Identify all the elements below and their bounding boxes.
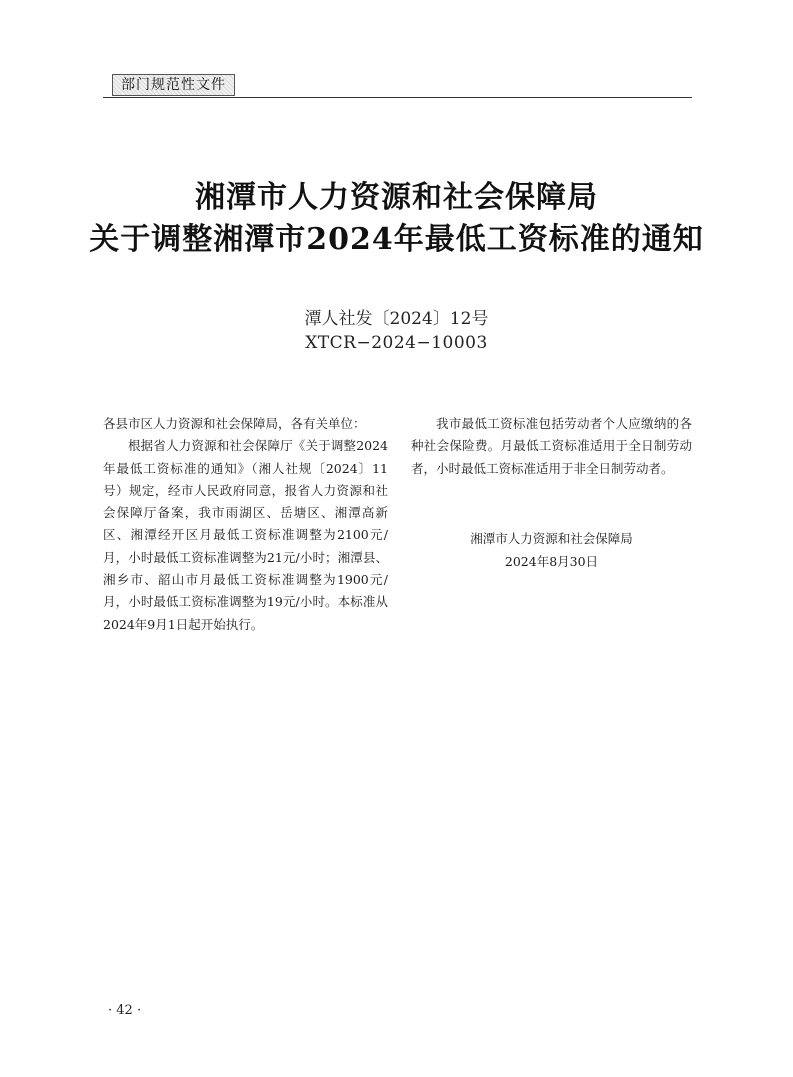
salutation: 各县市区人力资源和社会保障局，各有关单位： — [103, 416, 366, 431]
header-divider — [103, 97, 692, 98]
document-number: 潭人社发〔2024〕12号 — [304, 309, 489, 329]
page-number: · 42 · — [108, 1003, 142, 1018]
document-title-line-1: 湘潭市人力资源和社会保障局 — [195, 180, 598, 215]
body-paragraph-2: 我市最低工资标准包括劳动者个人应缴纳的各种社会保险费。月最低工资标准适用于全日制劳动者，小时最低工资标准适用于非全日制劳动者。 — [411, 416, 692, 476]
body-right-column — [411, 413, 692, 480]
body-left-column — [103, 413, 388, 636]
signature-organization: 湘潭市人力资源和社会保障局 — [470, 531, 633, 546]
document-code: XTCR−2024−10003 — [305, 333, 488, 353]
section-tag: 部门规范性文件 — [112, 74, 235, 96]
document-title-line-2: 关于调整湘潭市2024年最低工资标准的通知 — [89, 222, 704, 257]
body-paragraph-1: 根据省人力资源和社会保障厅《关于调整2024年最低工资标准的通知》（湘人社规〔2024〕11号）规定，经市人民政府同意，报省人力资源和社会保障厅备案，我市雨湖区、岳塘区、湘潭高新区、湘潭经开区月最低工资标准调整为2100元/月，小时最低工资标准调整为21元/小时；湘潭县、湘乡市、韶山市月最低工资标准调整为1900元/月，小时最低工资标准调整为19元/小时。本标准从2024年9月1日起开始执行。 — [103, 438, 388, 632]
signature-date: 2024年8月30日 — [504, 554, 599, 569]
